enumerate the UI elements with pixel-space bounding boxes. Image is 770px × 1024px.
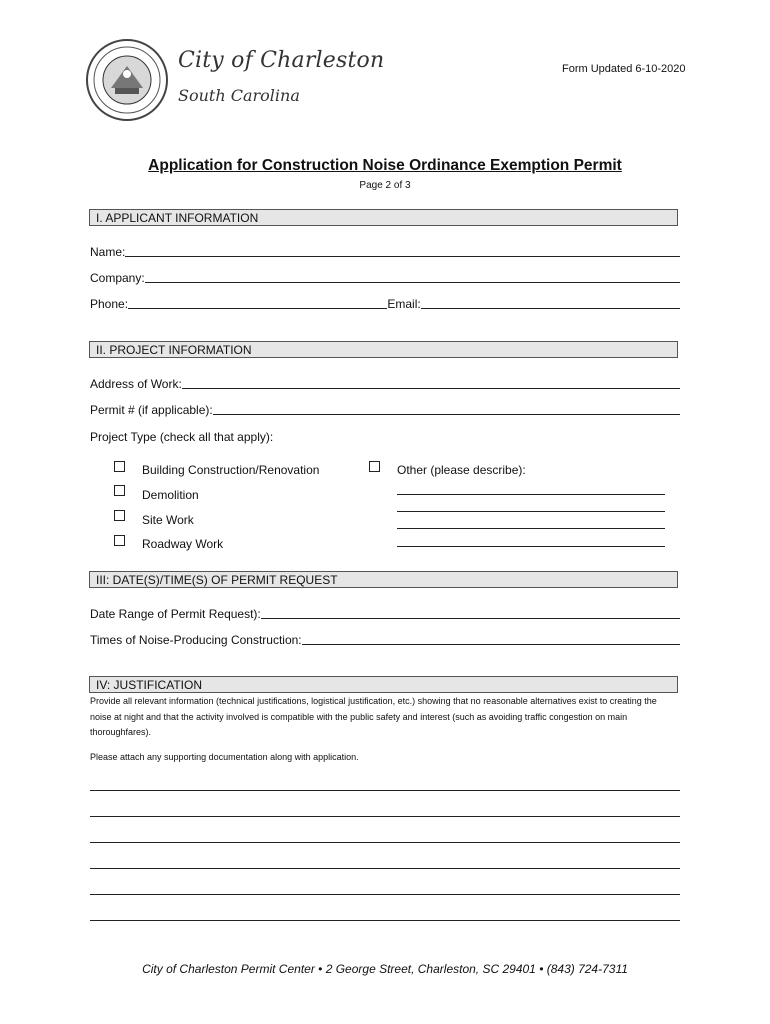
justification-line[interactable] xyxy=(90,816,680,817)
times-field[interactable] xyxy=(90,633,680,647)
email-label: Email: xyxy=(387,297,421,311)
option-site-work: Site Work xyxy=(142,513,194,527)
section-datetime-heading: III: DATE(S)/TIME(S) OF PERMIT REQUEST xyxy=(89,571,678,588)
other-describe-line[interactable] xyxy=(397,528,665,529)
date-range-label: Date Range of Permit Request): xyxy=(90,607,261,621)
footer-contact xyxy=(0,962,770,976)
date-range-line[interactable] xyxy=(261,617,680,619)
other-describe-line[interactable] xyxy=(397,494,665,495)
permit-label: Permit # (if applicable): xyxy=(90,403,213,417)
phone-email-row xyxy=(90,297,680,311)
form-title: Application for Construction Noise Ordinance Exemption Permit xyxy=(148,157,622,174)
footer-separator: • xyxy=(539,962,544,976)
checkbox-site-work[interactable] xyxy=(114,510,125,521)
checkbox-roadway-work[interactable] xyxy=(114,535,125,546)
option-building-construction: Building Construction/Renovation xyxy=(142,463,320,477)
times-line[interactable] xyxy=(302,643,680,645)
company-field[interactable] xyxy=(90,271,680,285)
project-type-label: Project Type (check all that apply): xyxy=(90,430,274,444)
justification-line[interactable] xyxy=(90,842,680,843)
footer-office: City of Charleston Permit Center xyxy=(142,962,315,976)
name-field[interactable] xyxy=(90,245,680,259)
times-label: Times of Noise-Producing Construction: xyxy=(90,633,302,647)
permit-line[interactable] xyxy=(213,413,680,415)
address-line[interactable] xyxy=(182,387,680,389)
form-updated-date: Form Updated 6-10-2020 xyxy=(562,63,686,75)
other-describe-line[interactable] xyxy=(397,511,665,512)
justification-line[interactable] xyxy=(90,894,680,895)
option-other: Other (please describe): xyxy=(397,463,526,477)
phone-line[interactable] xyxy=(128,307,387,309)
justification-line[interactable] xyxy=(90,868,680,869)
city-name: City of Charleston xyxy=(178,48,385,73)
footer-separator: • xyxy=(318,962,323,976)
city-seal-logo xyxy=(85,38,169,122)
justification-line[interactable] xyxy=(90,920,680,921)
permit-field[interactable] xyxy=(90,403,680,417)
footer-address: 2 George Street, Charleston, SC 29401 xyxy=(325,962,536,976)
company-label: Company: xyxy=(90,271,145,285)
address-field[interactable] xyxy=(90,377,680,391)
attach-note: Please attach any supporting documentation along with application. xyxy=(90,752,359,762)
name-label: Name: xyxy=(90,245,126,259)
page-number: Page 2 of 3 xyxy=(359,180,411,191)
date-range-field[interactable] xyxy=(90,607,680,621)
email-line[interactable] xyxy=(421,307,680,309)
checkbox-building-construction[interactable] xyxy=(114,461,125,472)
other-describe-line[interactable] xyxy=(397,546,665,547)
section-applicant-heading: I. APPLICANT INFORMATION xyxy=(89,209,678,226)
option-roadway-work: Roadway Work xyxy=(142,537,224,551)
company-line[interactable] xyxy=(145,281,680,283)
address-label: Address of Work: xyxy=(90,377,182,391)
option-demolition: Demolition xyxy=(142,488,199,502)
section-justification-heading: IV: JUSTIFICATION xyxy=(89,676,678,693)
justification-line[interactable] xyxy=(90,790,680,791)
name-line[interactable] xyxy=(125,255,680,257)
section-project-heading: II. PROJECT INFORMATION xyxy=(89,341,678,358)
checkbox-demolition[interactable] xyxy=(114,485,125,496)
phone-label: Phone: xyxy=(90,297,129,311)
justification-instructions: Provide all relevant information (technical justifications, logistical justification, etc.) showing that no reasonable alternatives exist to creating the noise at night and that the activity involved is compatible with the public safety and interest (such as avoiding traffic congestion on main thoroughfares). xyxy=(90,696,657,737)
checkbox-other[interactable] xyxy=(369,461,380,472)
footer-phone: (843) 724-7311 xyxy=(546,962,628,976)
state-name: South Carolina xyxy=(178,86,300,105)
